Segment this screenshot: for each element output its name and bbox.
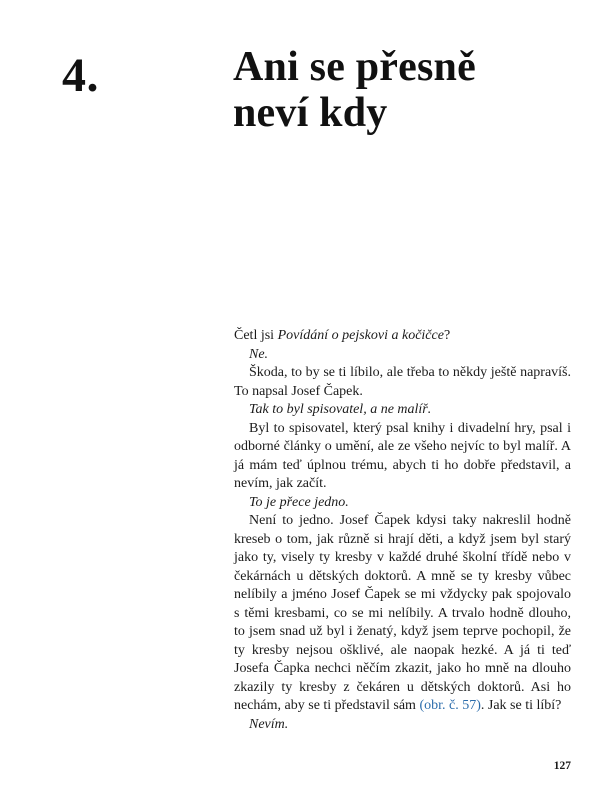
chapter-title-line1: Ani se přesně: [233, 44, 476, 90]
paragraph: [234, 512, 571, 716]
dialogue-text: Ne.: [249, 346, 269, 362]
figure-reference[interactable]: (obr. č. 57): [419, 698, 481, 713]
body-text-segment: Byl to spisovatel, který psal knihy i divadelní hry, psal i odborné články o umění, ale ze všeho nejvíc to byl malíř. A já mám teď úplnou trému, abych ti ho dobře představil, a nevím, jak začít.: [234, 420, 571, 491]
body-text: [234, 327, 571, 734]
paragraph: [234, 494, 571, 513]
paragraph: [234, 716, 571, 735]
paragraph: [234, 420, 571, 494]
dialogue-text: Povídání o pejskovi a kočičce: [277, 328, 444, 343]
body-text-segment: . Jak se ti líbí?: [480, 698, 562, 713]
paragraph: [234, 327, 571, 346]
body-text-segment: Četl jsi: [234, 328, 278, 343]
chapter-title: [233, 44, 476, 136]
page-number: 127: [553, 760, 571, 772]
paragraph: [234, 364, 571, 401]
body-text-segment: ?: [443, 328, 451, 343]
paragraph: [234, 346, 571, 365]
chapter-number: 4.: [62, 49, 99, 102]
dialogue-text: Nevím.: [249, 716, 289, 732]
paragraph: [234, 401, 571, 420]
chapter-title-line2: neví kdy: [233, 90, 388, 136]
body-text-segment: Není to jedno. Josef Čapek kdysi taky nakreslil hodně kreseb o tom, jak různě si hrají děti, a když jsem byl starý jako ty, visely ty kresby v každé druhé školní třídě nebo v čekárnách u dětských doktorů. A mně se ty kresby vůbec nelíbily a jméno Josef Čapek se mi vždycky pak spojovalo s těmi kresbami, co se mi nelíbily. A trvalo hodně dlouho, to jsem snad už byl i ženatý, když jsem teprve pochopil, že ty kresby nejsou ošklivé, ale naopak hezké. A já ti teď Josefa Čapka nechci něčím zkazit, jako ho mně na dlouho zkazily ty kresby z čekáren u dětských doktorů. Asi ho nechám, aby se ti představil sám: [234, 513, 571, 713]
dialogue-text: To je přece jedno.: [249, 494, 349, 510]
body-text-segment: Škoda, to by se ti líbilo, ale třeba to někdy ještě napravíš. To napsal Josef Čapek.: [234, 365, 571, 399]
dialogue-text: Tak to byl spisovatel, a ne malíř.: [249, 402, 432, 417]
